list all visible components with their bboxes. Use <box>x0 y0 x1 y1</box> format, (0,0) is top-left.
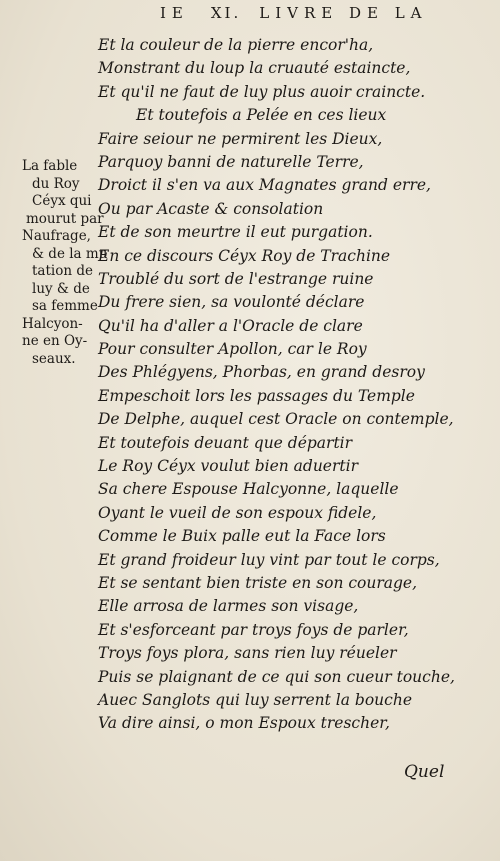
verse-line: Auec Sanglots qui luy serrent la bouche <box>98 690 412 709</box>
verse-line: Elle arrosa de larmes son visage, <box>98 597 359 616</box>
header-right: LIVRE DE LA <box>259 4 428 22</box>
poem-text <box>98 34 498 736</box>
verse-line: Des Phlégyens, Phorbas, en grand desroy <box>98 363 425 382</box>
verse-line: Et s'esforceant par troys foys de parler, <box>98 620 409 639</box>
note-line: La fable <box>22 158 78 174</box>
verse-line: Du frere sien, sa voulonté déclare <box>98 293 365 312</box>
note-line: sa femme <box>32 298 98 314</box>
verse-line: Monstrant du loup la cruauté estaincte, <box>98 59 411 78</box>
marginal-note <box>22 158 108 368</box>
verse-line: Droict il s'en va aux Magnates grand erre, <box>98 176 431 195</box>
note-line: seaux. <box>32 350 76 367</box>
header-numeral: XI. <box>210 4 242 22</box>
note-line: luy & de <box>32 280 90 297</box>
verse-line: Et se sentant bien triste en son courage, <box>98 573 418 592</box>
note-line: ne en Oy- <box>22 333 88 349</box>
verse-line: En ce discours Céyx Roy de Trachine <box>98 246 391 265</box>
verse-line: Et toutefois a Pelée en ces lieux <box>136 106 387 125</box>
note-line: Naufrage, <box>22 228 91 244</box>
note-line: Halcyon- <box>22 315 83 332</box>
note-line: mourut par <box>26 210 104 227</box>
header-left: IE <box>160 4 189 22</box>
verse-line: Troublé du sort de l'estrange ruine <box>98 269 374 288</box>
verse-line: Et la couleur de la pierre encor'ha, <box>98 36 374 54</box>
verse-line: Faire seiour ne permirent les Dieux, <box>98 129 383 148</box>
verse-line: Empeschoit lors les passages du Temple <box>98 386 415 405</box>
note-line: du Roy <box>32 175 80 192</box>
verse-line: Comme le Buix palle eut la Face lors <box>98 527 386 546</box>
note-line: & de la mu <box>32 245 108 262</box>
verse-line: Troys foys plora, sans rien luy réueler <box>98 644 397 663</box>
catchword: Quel <box>404 762 445 782</box>
verse-line: Pour consulter Apollon, car le Roy <box>98 340 367 359</box>
verse-line: Parquoy banni de naturelle Terre, <box>98 152 364 171</box>
verse-line: Et qu'il ne faut de luy plus auoir craincte. <box>98 82 426 101</box>
verse-line: Et grand froideur luy vint par tout le corps, <box>98 550 440 569</box>
running-header <box>160 4 490 22</box>
verse-line: De Delphe, auquel cest Oracle on contemple, <box>98 410 454 429</box>
verse-line: Puis se plaignant de ce qui son cueur touche, <box>98 667 455 686</box>
verse-line: Va dire ainsi, o mon Espoux trescher, <box>98 714 390 733</box>
note-line: Céyx qui <box>32 193 92 209</box>
note-line: tation de <box>32 263 93 279</box>
verse-line: Le Roy Céyx voulut bien aduertir <box>98 457 358 476</box>
verse-line: Sa chere Espouse Halcyonne, laquelle <box>98 480 399 499</box>
verse-line: Qu'il ha d'aller a l'Oracle de clare <box>98 316 363 335</box>
verse-line: Et de son meurtre il eut purgation. <box>98 223 373 242</box>
verse-line: Oyant le vueil de son espoux fidele, <box>98 503 377 522</box>
verse-line: Ou par Acaste & consolation <box>98 199 324 218</box>
verse-line: Et toutefois deuant que départir <box>98 433 353 452</box>
